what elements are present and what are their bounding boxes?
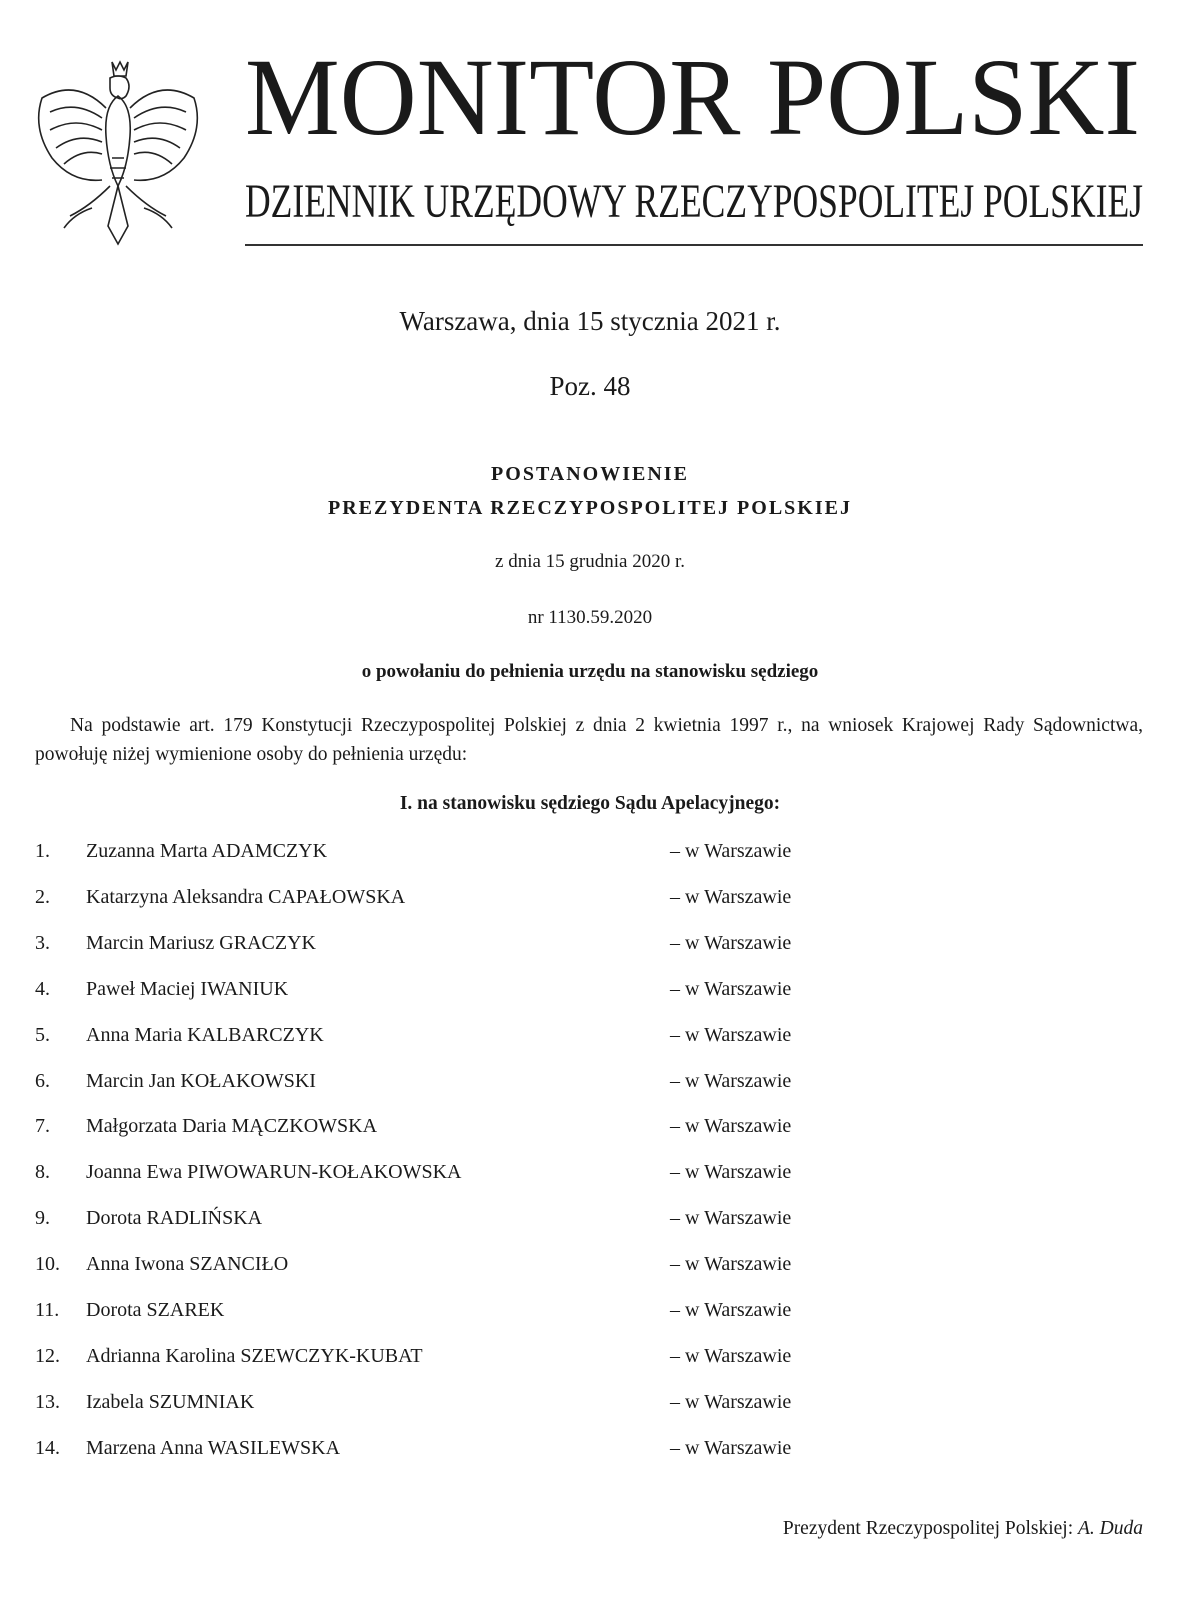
appointee-name: Adrianna Karolina SZEWCZYK-KUBAT <box>86 1344 423 1367</box>
appointee-name: Dorota SZAREK <box>86 1299 225 1321</box>
appointee-name: Anna Maria KALBARCZYK <box>86 1023 324 1046</box>
signature-label: Prezydent Rzeczypospolitej Polskiej: <box>782 1518 1074 1539</box>
appointee-num: 3. <box>35 931 50 954</box>
appointee-num: 1. <box>35 840 50 862</box>
appointee-row <box>0 1253 1200 1283</box>
appointee-row <box>0 932 1200 962</box>
appointee-row <box>0 1299 1200 1329</box>
appointee-name: Zuzanna Marta ADAMCZYK <box>86 840 328 862</box>
appointee-name: Marcin Jan KOŁAKOWSKI <box>86 1069 316 1092</box>
appointee-num: 8. <box>35 1161 50 1184</box>
publication-title: MONITOR POLSKI <box>245 36 1140 158</box>
appointee-place: – w Warszawie <box>670 1069 792 1092</box>
appointee-num: 10. <box>35 1253 60 1276</box>
appointee-name: Marcin Mariusz GRACZYK <box>86 931 316 954</box>
appointee-name: Katarzyna Aleksandra CAPAŁOWSKA <box>86 885 406 908</box>
act-number: nr 1130.59.2020 <box>527 607 653 628</box>
appointee-row <box>0 1161 1200 1191</box>
section-heading: I. na stanowisku sędziego Sądu Apelacyjnego: <box>399 793 781 814</box>
appointee-row <box>0 886 1200 916</box>
signature <box>783 1518 1143 1540</box>
act-preamble: Na podstawie art. 179 Konstytucji Rzeczypospolitej Polskiej z dnia 2 kwietnia 1997 r., na wniosek Krajowej Rady Sądownictwa, powołuję niżej wymienione osoby do pełnienia urzędu: <box>35 715 1143 765</box>
issue-date: Warszawa, dnia 15 stycznia 2021 r. <box>399 306 781 336</box>
appointee-row <box>0 1345 1200 1375</box>
appointee-name: Marzena Anna WASILEWSKA <box>86 1436 341 1459</box>
header-divider <box>245 244 1143 246</box>
issue-position: Poz. 48 <box>549 371 631 401</box>
appointee-place: – w Warszawie <box>670 1115 792 1138</box>
appointee-place: – w Warszawie <box>670 885 792 908</box>
appointee-place: – w Warszawie <box>670 1253 792 1276</box>
appointee-row <box>0 1115 1200 1145</box>
act-subject: o powołaniu do pełnienia urzędu na stanowisku sędziego <box>361 661 819 682</box>
appointee-num: 13. <box>35 1390 60 1413</box>
appointee-place: – w Warszawie <box>670 977 792 1000</box>
appointee-row <box>0 1391 1200 1421</box>
appointee-row <box>0 1437 1200 1467</box>
act-type: POSTANOWIENIE <box>491 463 689 485</box>
appointee-num: 12. <box>35 1344 60 1367</box>
appointee-num: 11. <box>35 1299 60 1321</box>
appointee-row <box>0 840 1200 870</box>
appointee-place: – w Warszawie <box>670 1161 792 1184</box>
appointee-place: – w Warszawie <box>670 1390 792 1413</box>
appointee-name: Izabela SZUMNIAK <box>86 1390 255 1413</box>
appointee-row <box>0 1024 1200 1054</box>
appointee-row <box>0 1207 1200 1237</box>
appointee-name: Anna Iwona SZANCIŁO <box>86 1253 289 1276</box>
act-date: z dnia 15 grudnia 2020 r. <box>495 551 685 572</box>
appointee-name: Małgorzata Daria MĄCZKOWSKA <box>86 1115 378 1138</box>
appointee-place: – w Warszawie <box>670 1023 792 1046</box>
appointee-num: 14. <box>35 1436 60 1459</box>
appointee-num: 7. <box>35 1115 50 1138</box>
act-issuer: PREZYDENTA RZECZYPOSPOLITEJ POLSKIEJ <box>328 497 852 519</box>
appointee-place: – w Warszawie <box>670 1299 792 1321</box>
appointee-place: – w Warszawie <box>670 931 792 954</box>
appointee-name: Joanna Ewa PIWOWARUN-KOŁAKOWSKA <box>86 1161 462 1184</box>
publication-subtitle: DZIENNIK URZĘDOWY RZECZYPOSPOLITEJ POLSKIEJ <box>245 175 1143 228</box>
appointee-num: 5. <box>35 1023 50 1046</box>
appointee-row <box>0 1070 1200 1100</box>
appointee-place: – w Warszawie <box>670 1207 792 1230</box>
appointee-num: 9. <box>35 1207 50 1230</box>
appointee-name: Paweł Maciej IWANIUK <box>86 977 289 1000</box>
appointee-num: 2. <box>35 885 50 908</box>
appointee-name: Dorota RADLIŃSKA <box>86 1207 263 1230</box>
signature-name: A. Duda <box>1078 1518 1143 1539</box>
appointee-row <box>0 978 1200 1008</box>
polish-eagle-emblem-icon <box>32 58 204 248</box>
appointee-place: – w Warszawie <box>670 1344 792 1367</box>
appointee-place: – w Warszawie <box>670 1436 792 1459</box>
appointee-num: 4. <box>35 977 50 1000</box>
appointee-place: – w Warszawie <box>670 840 792 862</box>
appointee-num: 6. <box>35 1069 50 1092</box>
